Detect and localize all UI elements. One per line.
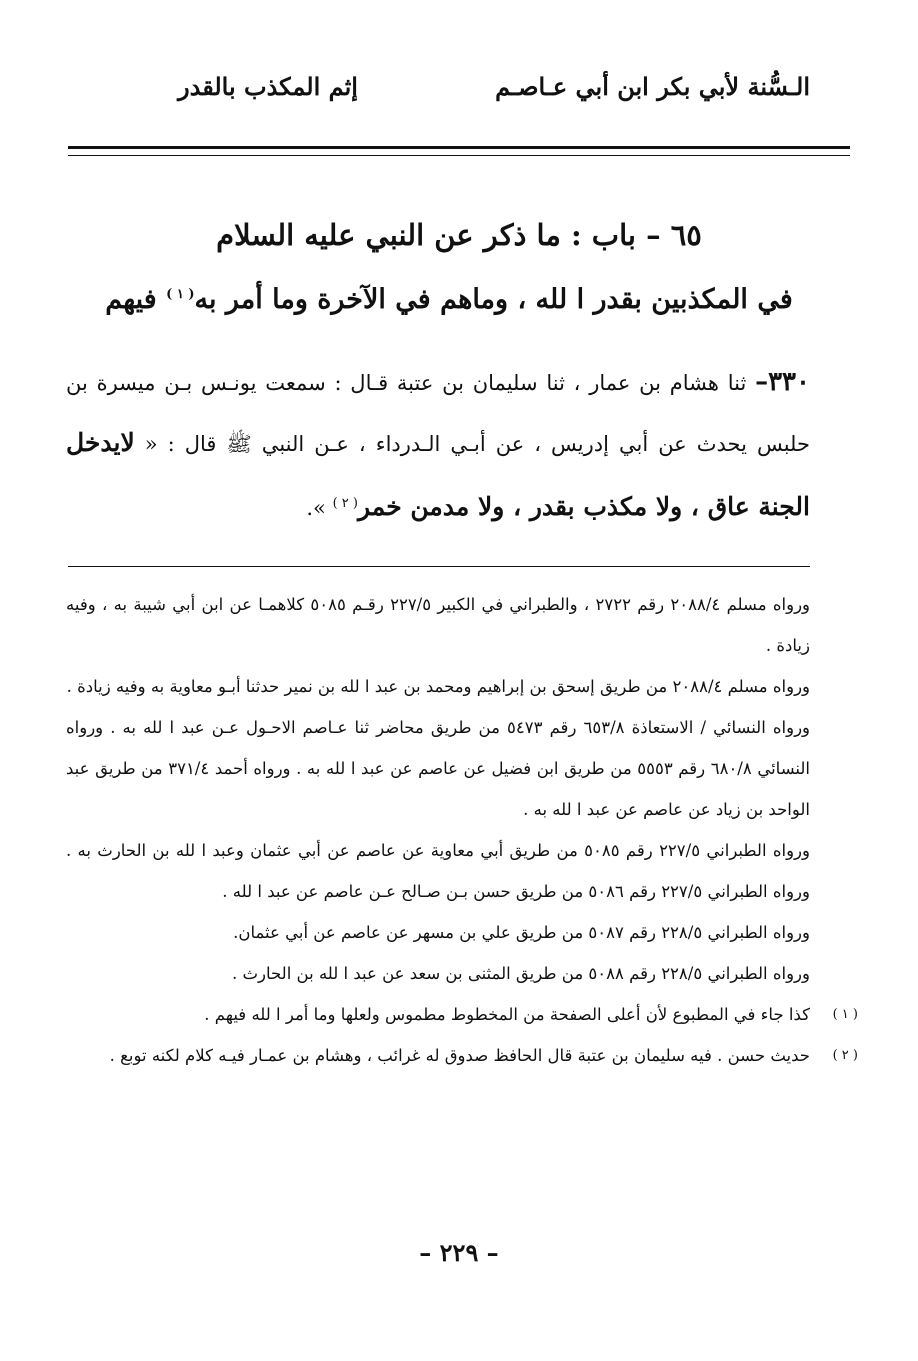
running-header-chapter-topic: إثم المكذب بالقدر bbox=[178, 72, 358, 101]
hadith-text bbox=[66, 352, 810, 538]
footnote-1 bbox=[66, 994, 858, 1035]
chapter-subheading-text: في المكذبين بقدر ا لله ، وماهم في الآخرة وما أمر به bbox=[194, 284, 793, 315]
footnote-ref-1: ( ١ ) bbox=[166, 287, 195, 302]
takhrij-note: ورواه مسلم ٢٠٨٨/٤ رقم ٢٧٢٢ ، والطبراني في الكبير ٢٢٧/٥ رقـم ٥٠٨٥ كلاهمـا عن ابن أبي شيبة به ، وفيه زيادة . bbox=[66, 595, 810, 655]
footnote-ref-2: ( ٢ ) bbox=[332, 496, 358, 511]
takhrij-note: ورواه الطبراني ٢٢٧/٥ رقم ٥٠٨٥ من طريق أبي معاوية عن عاصم عن أبي عثمان وعبد ا لله بن الحارث به . ورواه الطبراني ٢٢٧/٥ رقم ٥٠٨٦ من طريق حسن بـن صـالح عـن عاصم عن عبد ا لله . bbox=[66, 841, 810, 901]
takhrij-note: ورواه مسلم ٢٠٨٨/٤ من طريق إسحق بن إبراهيم ومحمد بن عبد ا لله بن نمير حدثنا أبـو معاوية به وفيه زيادة . bbox=[66, 677, 810, 696]
header-rule-thin bbox=[68, 155, 850, 156]
page-number: – ٢٢٩ – bbox=[419, 1238, 499, 1267]
hadith-number: ٣٣٠– bbox=[755, 367, 810, 397]
footnote-2 bbox=[66, 1035, 858, 1076]
footnote-1-text: كذا جاء في المطبوع لأن أعلى الصفحة من المخطوط مطموس ولعلها وما أمر ا لله فيهم . bbox=[204, 1005, 810, 1024]
footnote-2-text: حديث حسن . فيه سليمان بن عتبة قال الحافظ صدوق له غرائب ، وهشام بن عمـار فيـه كلام لكنه توبع . bbox=[109, 1046, 810, 1065]
footnote-separator bbox=[68, 566, 810, 567]
footnote-1-number: ( ١ ) bbox=[832, 1007, 858, 1022]
footnote-2-number: ( ٢ ) bbox=[832, 1048, 858, 1063]
hadith-isnad: ثنا هشام بن عمار ، ثنا سليمان بن عتبة قـال : سمعت يونـس بـن ميسرة بن حلبس يحدث عن أبي إدريس ، عن أبـي الـدرداء ، عـن النبي ﷺ قال : « bbox=[66, 371, 810, 456]
hadith-closing: ». bbox=[306, 496, 333, 520]
chapter-subheading-end: فيهم bbox=[105, 284, 167, 315]
takhrij-note: ورواه النسائي / الاستعاذة ٦٥٣/٨ رقم ٥٤٧٣ من طريق محاضر ثنا عـاصم الاحـول عـن عبد ا لله به . ورواه النسائي ٦٨٠/٨ رقم ٥٥٥٣ من طريق ابن فضيل عن عاصم عن عبد ا لله به . ورواه أحمد ٣٧١/٤ من طريق عبد الواحد بن زياد عن عاصم عن عبد ا لله به . bbox=[66, 718, 811, 819]
takhrij-note: ورواه الطبراني ٢٢٨/٥ رقم ٥٠٨٨ من طريق المثنى بن سعد عن عبد ا لله بن الحارث . bbox=[232, 964, 810, 983]
takhrij-note: ورواه الطبراني ٢٢٨/٥ رقم ٥٠٨٧ من طريق علي بن مسهر عن عاصم عن أبي عثمان. bbox=[233, 923, 810, 942]
running-header-book-title: الـسُّنة لأبي بكر ابن أبي عـاصـم bbox=[495, 72, 810, 101]
hadith-matn: لايدخل الجنة عاق ، ولا مكذب بقدر ، ولا مدمن خمر bbox=[66, 428, 810, 521]
chapter-heading: ٦٥ – باب : ما ذكر عن النبي عليه السلام bbox=[216, 218, 702, 252]
header-rule-thick bbox=[68, 146, 850, 149]
footnotes-area bbox=[66, 584, 858, 1076]
chapter-subheading bbox=[80, 284, 818, 315]
